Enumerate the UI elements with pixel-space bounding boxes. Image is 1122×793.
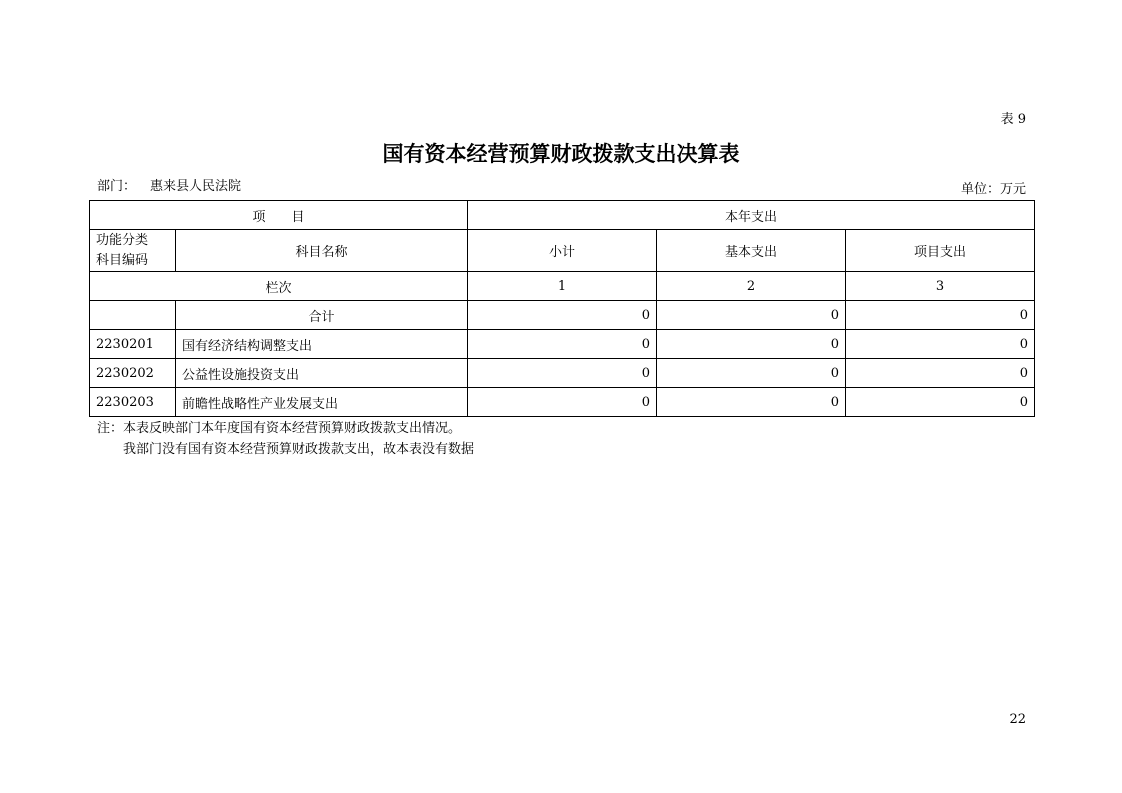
table-row: [90, 359, 1035, 388]
page-number: 22: [1009, 712, 1026, 727]
row-code: 2230203: [90, 388, 176, 417]
row-basic: 0: [657, 330, 846, 359]
header-code-line2: 科目编码: [96, 252, 149, 268]
row-project: 0: [846, 388, 1035, 417]
index-1: 1: [468, 272, 657, 301]
row-project: 0: [846, 359, 1035, 388]
note-line-1: 注：本表反映部门本年度国有资本经营预算财政拨款支出情况。: [97, 421, 462, 436]
header-subtotal: 小计: [468, 230, 657, 272]
header-row-2: [90, 230, 1035, 272]
row-subtotal: 0: [468, 330, 657, 359]
row-subtotal: 0: [468, 388, 657, 417]
row-basic: 0: [657, 388, 846, 417]
total-label: 合计: [176, 301, 468, 330]
table-number: 表 9: [1000, 112, 1026, 127]
department-line: [97, 175, 241, 194]
index-2: 2: [657, 272, 846, 301]
row-code: 2230201: [90, 330, 176, 359]
notes: [97, 418, 474, 460]
row-project: 0: [846, 330, 1035, 359]
header-project: 项目支出: [846, 230, 1035, 272]
header-name: 科目名称: [176, 230, 468, 272]
header-current-year: 本年支出: [468, 201, 1035, 230]
header-code: [90, 230, 176, 272]
table-row: [90, 388, 1035, 417]
row-basic: 0: [657, 359, 846, 388]
header-basic: 基本支出: [657, 230, 846, 272]
row-name: 前瞻性战略性产业发展支出: [176, 388, 468, 417]
department-label: 部门：: [97, 179, 137, 194]
total-code: [90, 301, 176, 330]
row-index-label: 栏次: [90, 272, 468, 301]
header-code-line1: 功能分类: [96, 232, 149, 248]
row-code: 2230202: [90, 359, 176, 388]
header-row-1: [90, 201, 1035, 230]
note-line-2: 我部门没有国有资本经营预算财政拨款支出，故本表没有数据: [123, 442, 475, 457]
total-project: 0: [846, 301, 1035, 330]
total-basic: 0: [657, 301, 846, 330]
department-value: 惠来县人民法院: [150, 179, 242, 194]
table-row: [90, 330, 1035, 359]
page-title: 国有资本经营预算财政拨款支出决算表: [382, 141, 740, 166]
total-row: [90, 301, 1035, 330]
row-subtotal: 0: [468, 359, 657, 388]
header-item: 项 目: [90, 201, 468, 230]
expenditure-table: [89, 200, 1035, 417]
total-subtotal: 0: [468, 301, 657, 330]
index-row: [90, 272, 1035, 301]
row-name: 公益性设施投资支出: [176, 359, 468, 388]
unit-label: 单位：万元: [960, 182, 1026, 197]
index-3: 3: [846, 272, 1035, 301]
row-name: 国有经济结构调整支出: [176, 330, 468, 359]
